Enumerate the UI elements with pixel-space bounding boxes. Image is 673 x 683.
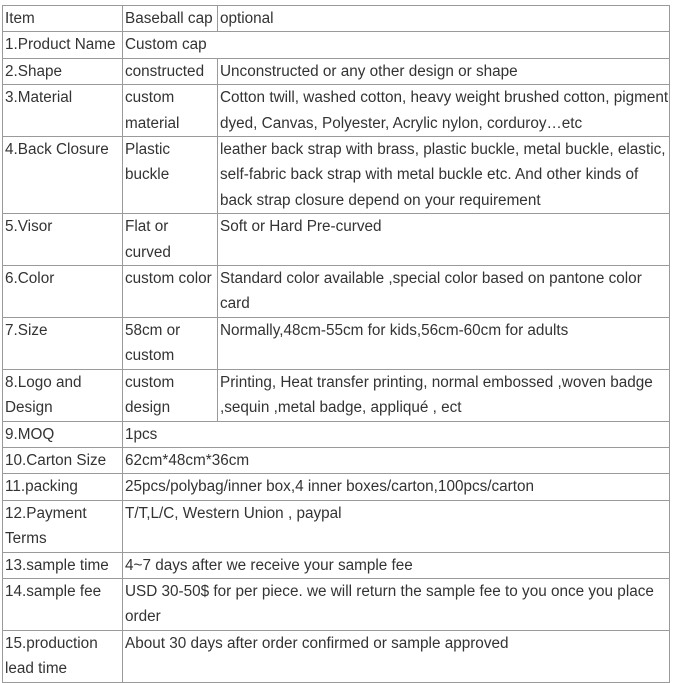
table-row (3, 421, 670, 447)
row-label: 11.packing (3, 474, 123, 500)
header-cell-item: Item (3, 6, 123, 32)
table-row (3, 32, 670, 58)
row-option: Printing, Heat transfer printing, normal embossed ,woven badge ,sequin ,metal badge, appliqué , ect (218, 369, 670, 421)
row-value: custom material (123, 85, 218, 137)
row-value: T/T,L/C, Western Union , paypal (123, 500, 670, 552)
row-value: constructed (123, 58, 218, 84)
table-row (3, 578, 670, 630)
row-label: 15.production lead time (3, 630, 123, 682)
row-label: 4.Back Closure (3, 137, 123, 214)
row-value: USD 30-50$ for per piece. we will return the sample fee to you once you place order (123, 578, 670, 630)
row-option: Cotton twill, washed cotton, heavy weight brushed cotton, pigment dyed, Canvas, Polyester, Acrylic nylon, corduroy…etc (218, 85, 670, 137)
row-option: leather back strap with brass, plastic buckle, metal buckle, elastic, self-fabric back strap with metal buckle etc. And other kinds of back strap closure depend on your requirement (218, 137, 670, 214)
row-value: 1pcs (123, 421, 670, 447)
row-value: 62cm*48cm*36cm (123, 447, 670, 473)
table-row (3, 266, 670, 318)
row-label: 7.Size (3, 317, 123, 369)
row-option: Normally,48cm-55cm for kids,56cm-60cm for adults (218, 317, 670, 369)
table-row (3, 137, 670, 214)
row-label: 13.sample time (3, 552, 123, 578)
spec-table (2, 5, 670, 683)
row-option: Soft or Hard Pre-curved (218, 214, 670, 266)
row-value: 25pcs/polybag/inner box,4 inner boxes/carton,100pcs/carton (123, 474, 670, 500)
row-value: Flat or curved (123, 214, 218, 266)
table-row (3, 85, 670, 137)
row-label: 5.Visor (3, 214, 123, 266)
row-label: 8.Logo and Design (3, 369, 123, 421)
table-row (3, 369, 670, 421)
table-row (3, 474, 670, 500)
row-label: 12.Payment Terms (3, 500, 123, 552)
row-label: 9.MOQ (3, 421, 123, 447)
row-option: Standard color available ,special color based on pantone color card (218, 266, 670, 318)
table-row (3, 58, 670, 84)
row-value: 4~7 days after we receive your sample fee (123, 552, 670, 578)
header-cell-baseball-cap: Baseball cap (123, 6, 218, 32)
row-value: Plastic buckle (123, 137, 218, 214)
table-row (3, 500, 670, 552)
row-value: custom color (123, 266, 218, 318)
row-label: 1.Product Name (3, 32, 123, 58)
row-label: 10.Carton Size (3, 447, 123, 473)
row-value: 58cm or custom (123, 317, 218, 369)
header-cell-optional: optional (218, 6, 670, 32)
table-row (3, 214, 670, 266)
table-header-row (3, 6, 670, 32)
row-option: Unconstructed or any other design or shape (218, 58, 670, 84)
row-value: custom design (123, 369, 218, 421)
table-row (3, 552, 670, 578)
table-row (3, 630, 670, 682)
table-row (3, 317, 670, 369)
row-label: 3.Material (3, 85, 123, 137)
table-row (3, 447, 670, 473)
row-label: 2.Shape (3, 58, 123, 84)
row-label: 14.sample fee (3, 578, 123, 630)
row-value: Custom cap (123, 32, 670, 58)
row-value: About 30 days after order confirmed or sample approved (123, 630, 670, 682)
row-label: 6.Color (3, 266, 123, 318)
